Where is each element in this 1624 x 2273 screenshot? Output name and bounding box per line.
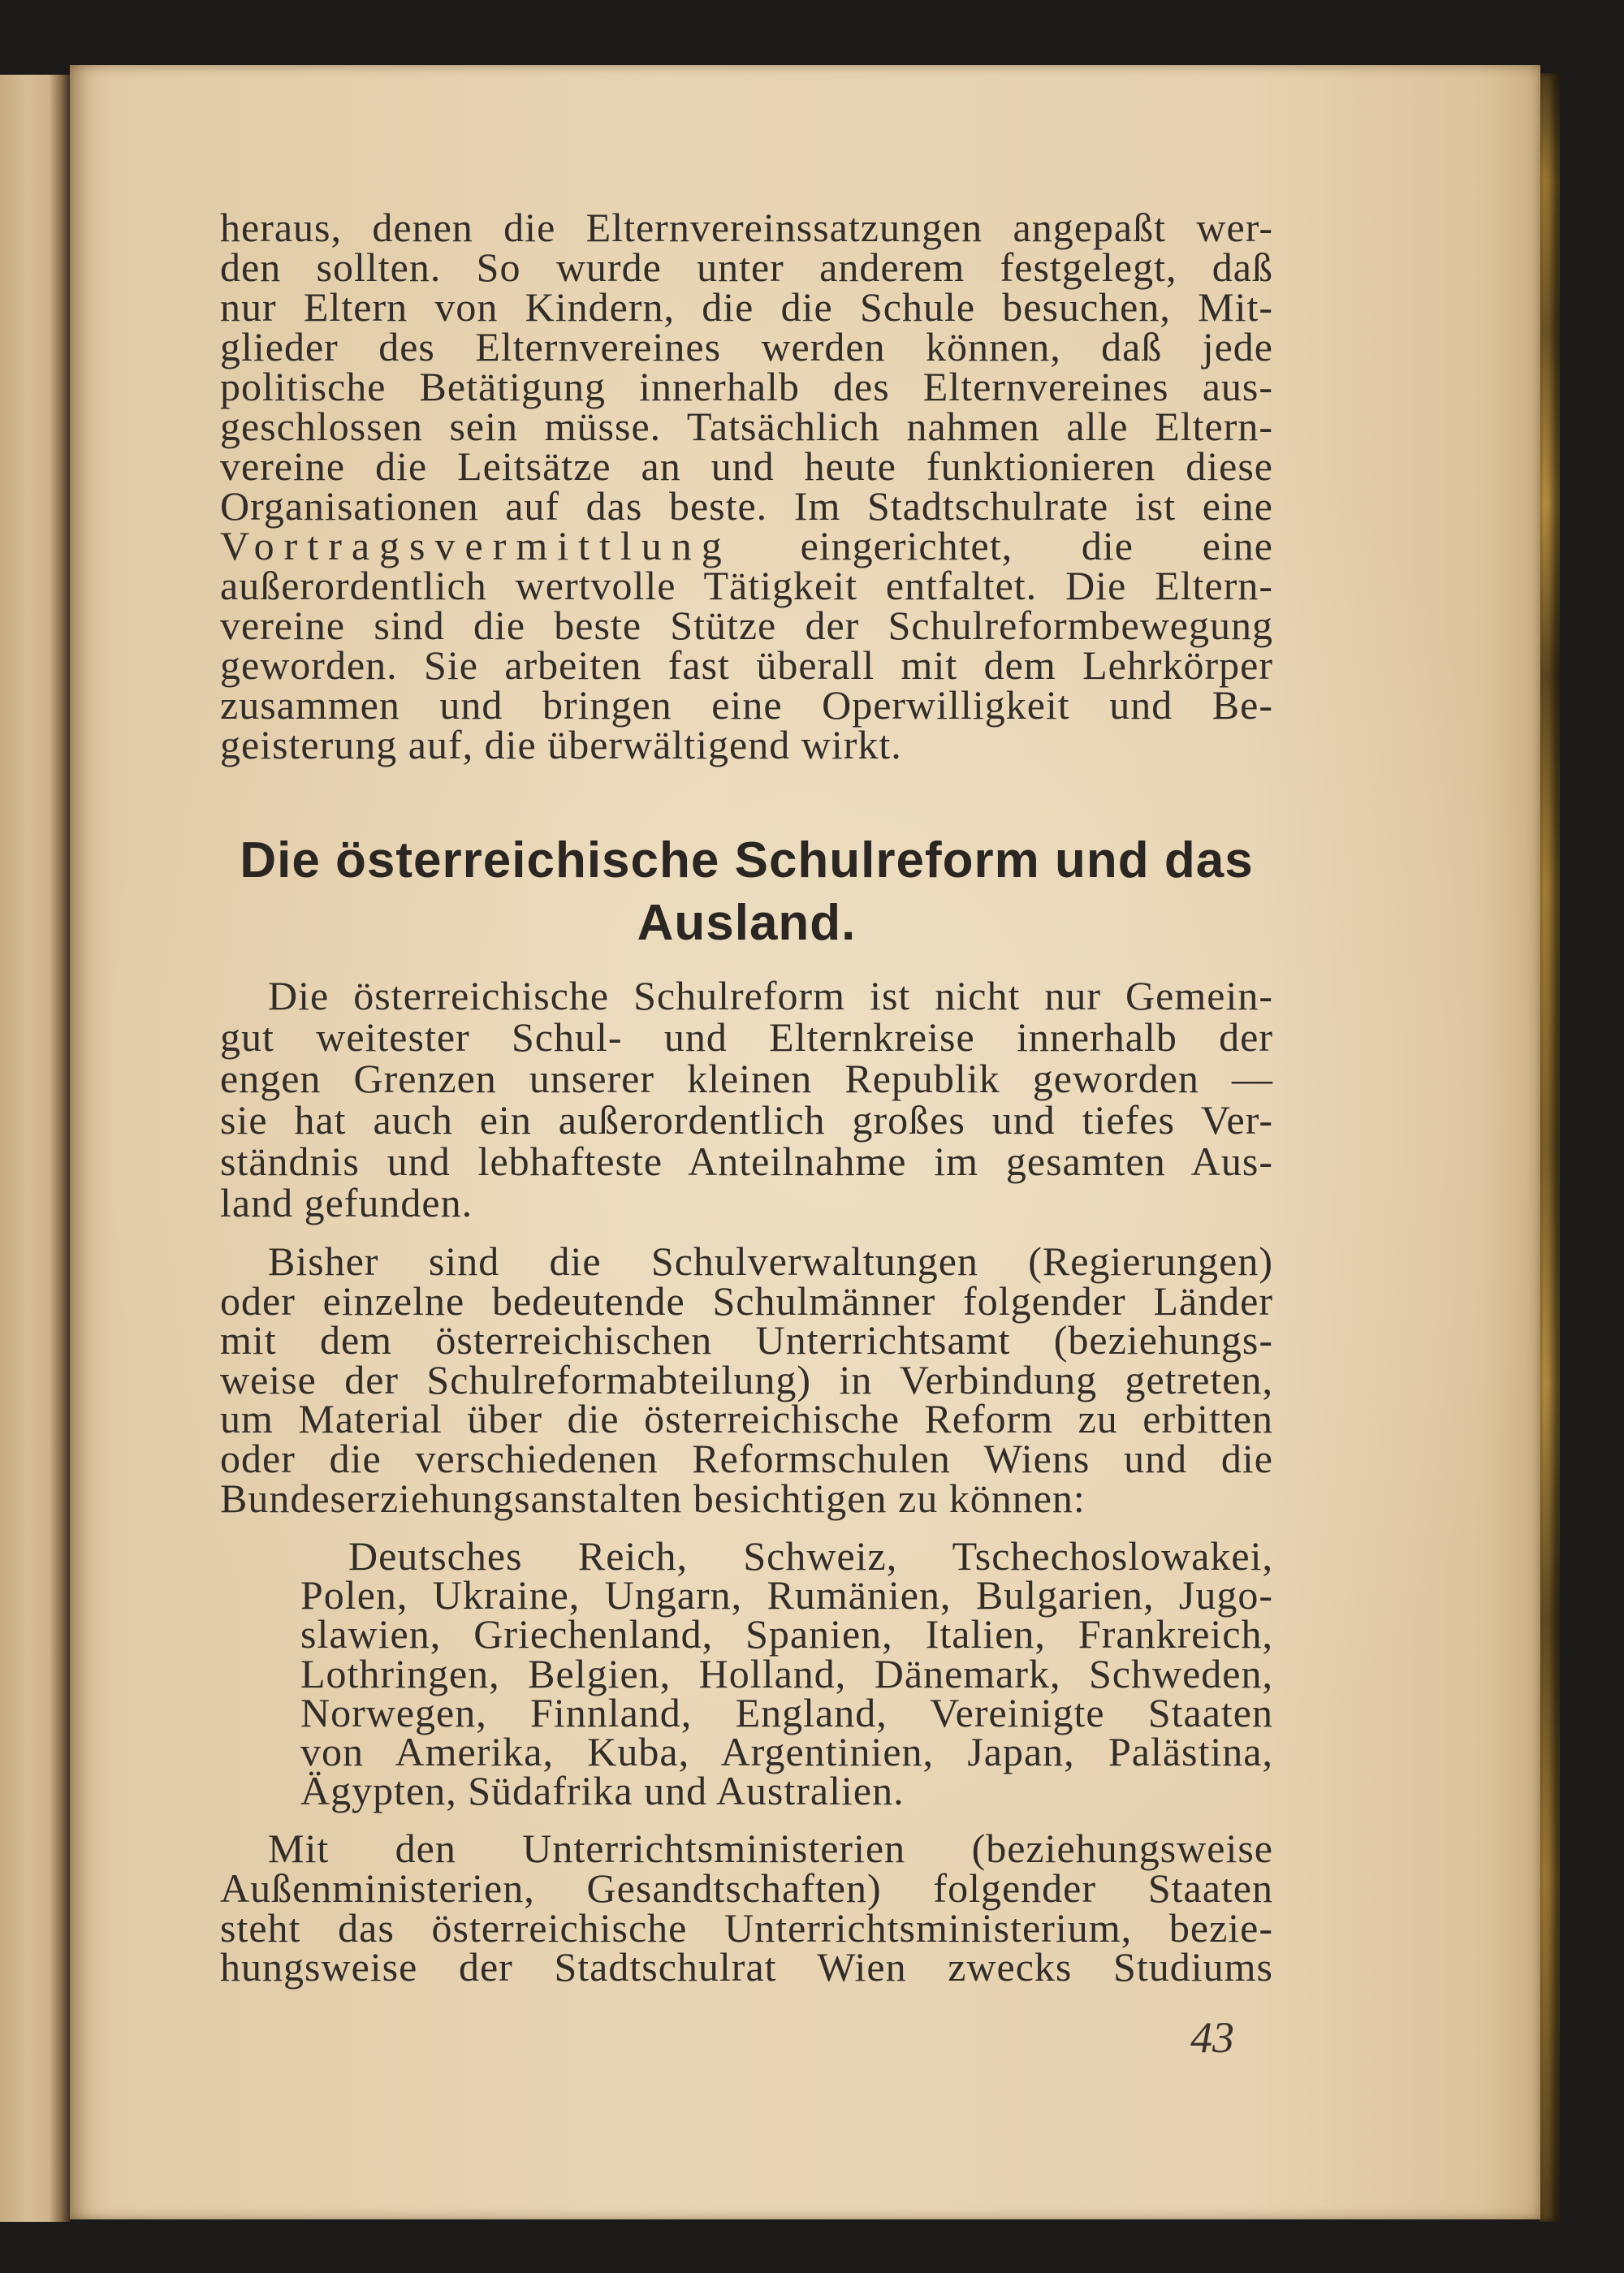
text-line: Deutsches Reich, Schweiz, Tschechoslowakei, xyxy=(348,1533,1273,1579)
text-line: geschlossen sein müsse. Tatsächlich nahmen alle Eltern- xyxy=(220,404,1273,449)
text-line-with-spaced-emphasis xyxy=(220,523,1273,568)
text-line: Außenministerien, Gesandtschaften) folgender Staaten xyxy=(220,1865,1273,1911)
text-line: Bundeserziehungsanstalten besichtigen zu können: xyxy=(220,1475,1086,1521)
text-line: Polen, Ukraine, Ungarn, Rumänien, Bulgarien, Jugo- xyxy=(300,1572,1273,1618)
paragraph-4 xyxy=(220,1826,1273,1990)
text-line: engen Grenzen unserer kleinen Republik geworden — xyxy=(220,1056,1273,1101)
text-line: politische Betätigung innerhalb des Elternvereines aus- xyxy=(220,364,1273,409)
page-number: 43 xyxy=(1190,2013,1234,2062)
spaced-emphasis-word: Vortragsvermittlung xyxy=(220,523,732,568)
text-line: mit dem österreichischen Unterrichtsamt (beziehungs- xyxy=(220,1317,1273,1363)
text-line: oder die verschiedenen Reformschulen Wiens und die xyxy=(220,1435,1273,1481)
book-cover-edge xyxy=(1539,73,1560,2222)
heading-line: Ausland. xyxy=(637,895,857,951)
text-line: Organisationen auf das beste. Im Stadtschulrate ist eine xyxy=(220,483,1273,529)
text-line: zusammen und bringen eine Operwilligkeit und Be- xyxy=(220,682,1273,728)
text-line: geisterung auf, die überwältigend wirkt. xyxy=(220,722,902,767)
section-heading xyxy=(220,829,1273,954)
text-line: Lothringen, Belgien, Holland, Dänemark, Schweden, xyxy=(300,1650,1273,1696)
text-line: heraus, denen die Elternvereinssatzungen angepaßt wer- xyxy=(220,205,1273,250)
text-line: vereine sind die beste Stütze der Schulreformbewegung xyxy=(220,603,1273,648)
text-line: geworden. Sie arbeiten fast überall mit dem Lehrkörper xyxy=(220,642,1273,688)
paragraph-2 xyxy=(220,975,1273,1224)
text-line-remainder: eingerichtet, die eine xyxy=(800,523,1273,568)
paragraph-3 xyxy=(220,1238,1273,1521)
text-line: sie hat auch ein außerordentlich großes und tiefes Ver- xyxy=(220,1097,1273,1143)
paragraph-1 xyxy=(220,205,1273,767)
text-line: slawien, Griechenland, Spanien, Italien, Frankreich, xyxy=(300,1611,1273,1657)
text-line: ständnis und lebhafteste Anteilnahme im gesamten Aus- xyxy=(220,1139,1273,1184)
text-line: den sollten. So wurde unter anderem festgelegt, daß xyxy=(220,244,1273,290)
text-line: weise der Schulreformabteilung) in Verbindung getreten, xyxy=(220,1356,1273,1402)
text-line: steht das österreichische Unterrichtsministerium, bezie- xyxy=(220,1904,1273,1951)
text-line: glieder des Elternvereines werden können, daß jede xyxy=(220,324,1273,369)
text-line: um Material über die österreichische Reform zu erbitten xyxy=(220,1396,1273,1442)
text-line: vereine die Leitsätze an und heute funktionieren diese xyxy=(220,443,1273,489)
text-line: gut weitester Schul- und Elternkreise innerhalb der xyxy=(220,1014,1273,1060)
text-line: nur Eltern von Kindern, die die Schule besuchen, Mit- xyxy=(220,284,1273,330)
text-line: hungsweise der Stadtschulrat Wien zwecks Studiums xyxy=(220,1944,1273,1990)
adjacent-page-edge xyxy=(0,75,70,2222)
text-line: Ägypten, Südafrika und Australien. xyxy=(300,1768,905,1814)
book-page xyxy=(70,65,1540,2219)
text-line: Bisher sind die Schulverwaltungen (Regierungen) xyxy=(268,1238,1273,1284)
text-line: Die österreichische Schulreform ist nicht nur Gemein- xyxy=(268,973,1273,1018)
text-line: Mit den Unterrichtsministerien (beziehungsweise xyxy=(268,1826,1273,1871)
text-line: land gefunden. xyxy=(220,1180,473,1225)
text-line: von Amerika, Kuba, Argentinien, Japan, Palästina, xyxy=(300,1729,1273,1775)
heading-line: Die österreichische Schulreform und das xyxy=(240,832,1254,888)
country-list xyxy=(300,1533,1273,1814)
text-line: außerordentlich wertvolle Tätigkeit entfaltet. Die Eltern- xyxy=(220,563,1273,608)
text-line: Norwegen, Finnland, England, Vereinigte Staaten xyxy=(300,1689,1273,1735)
text-line: oder einzelne bedeutende Schulmänner folgender Länder xyxy=(220,1277,1273,1324)
